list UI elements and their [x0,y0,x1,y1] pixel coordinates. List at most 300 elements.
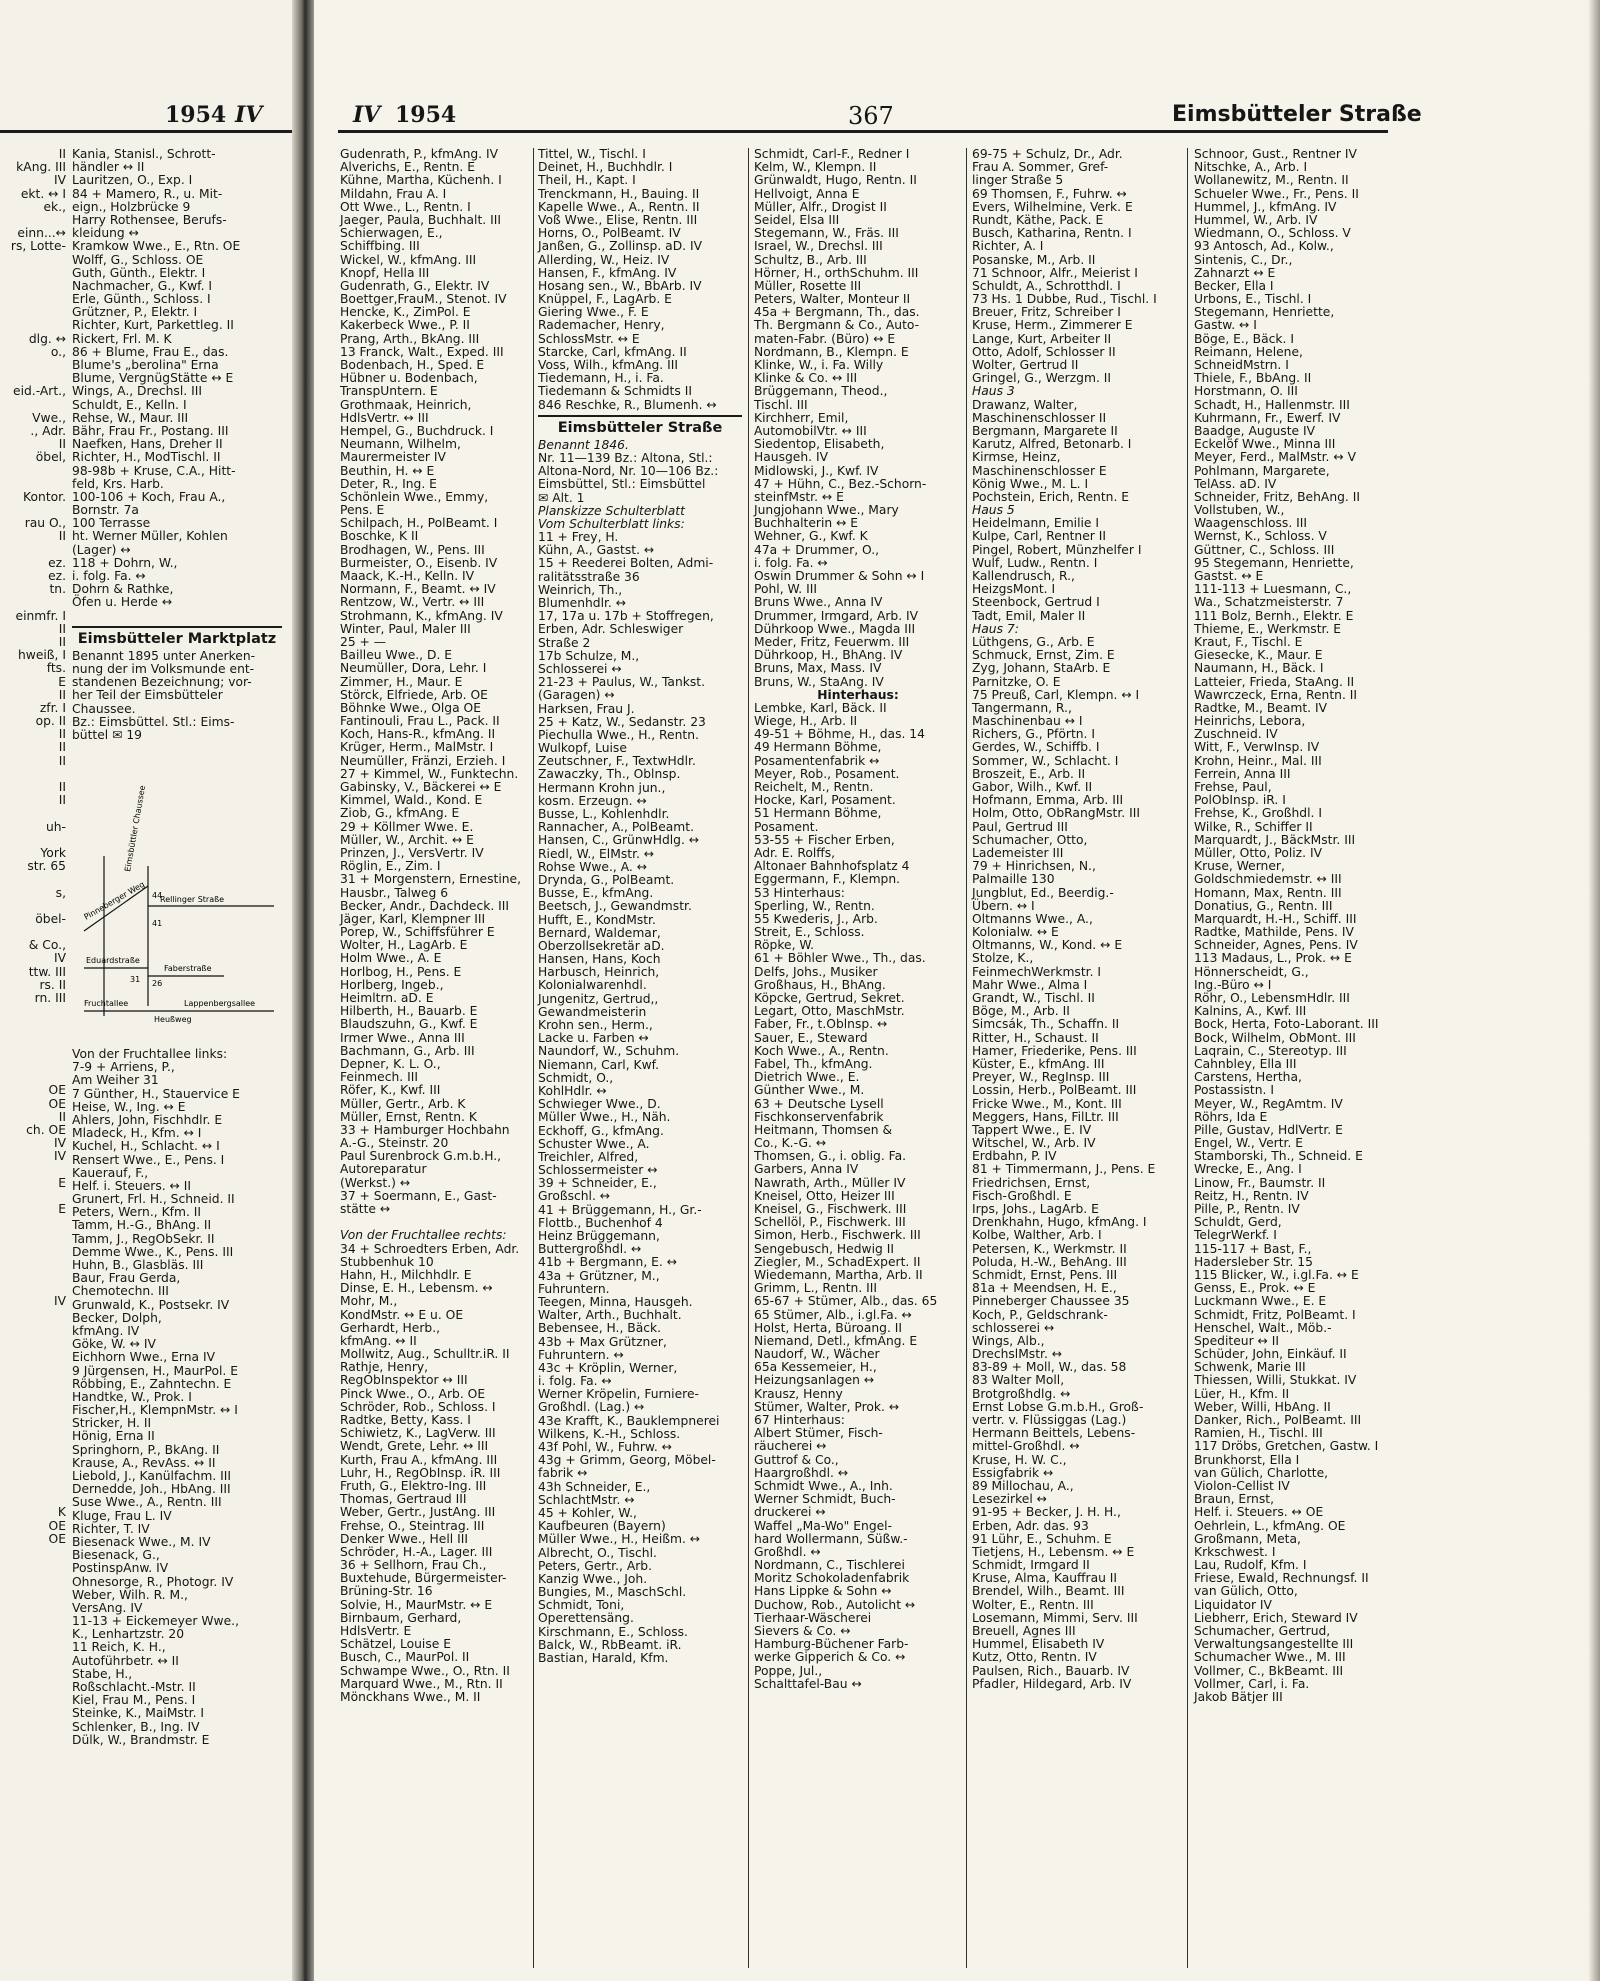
directory-entry-line: Posanske, M., Arb. II [972,252,1096,267]
directory-entry-line: Lüthgens, G., Arb. E [972,634,1095,649]
directory-entry-line: Eckhoff, G., kfmAng. [538,1123,664,1138]
directory-entry-line: Hansen, C., GrünwHdlg. ↔ [538,833,700,848]
directory-entry-line: Legart, Otto, MaschMstr. [754,1004,905,1019]
directory-entry-line: 73 Hs. 1 Dubbe, Rud., Tischl. I [972,292,1157,307]
directory-entry-line: HdlsVertr. E [340,1624,412,1638]
margin-fragment: II [58,147,66,161]
header-rule-left [0,130,292,133]
directory-entry-line: Hönig, Erna II [72,1429,155,1444]
directory-entry-line: Hermann Beittels, Lebens- [972,1426,1136,1441]
directory-entry-line: Günther Wwe., M. [754,1083,865,1098]
directory-entry-line: Hamer, Friederike, Pens. III [972,1043,1137,1058]
directory-entry-line: KohlHdlr. ↔ [538,1083,607,1098]
directory-entry-line: Marquard Wwe., M., Rtn. II [340,1676,503,1691]
directory-entry-line: Harry Rothensee, Berufs- [72,212,227,227]
directory-entry-line: Fruth, G., Elektro-Ing. III [340,1478,487,1493]
directory-entry-line: Richter, T. IV [72,1521,150,1536]
directory-entry-line: Boettger,FrauM., Stenot. IV [340,292,507,307]
directory-entry-line: TranspUntern. E [340,384,438,399]
directory-entry-line: Werner Kröpelin, Furniere- [538,1387,699,1402]
directory-entry-line: 100 Terrasse [72,516,151,531]
directory-entry-line: Schmidt, Carl-F., Redner I [754,147,910,161]
directory-entry-line: Knopf, Hella III [340,265,430,280]
directory-entry-line: Thiessen, Willi, Stukkat. IV [1194,1373,1357,1388]
map-label: Fruchtallee [84,999,129,1008]
directory-entry-line: Suse Wwe., A., Rentn. III [72,1495,222,1510]
directory-entry-line: Hufft, E., KondMstr. [538,912,656,927]
directory-entry-line: Riedl, W., ElMstr. ↔ [538,846,655,861]
directory-entry-line: Kneisel, Otto, Heizer III [754,1188,895,1203]
directory-entry-line: Simcsák, Th., Schaffn. II [972,1017,1120,1032]
directory-entry-line: Schätzel, Louise E [340,1637,451,1652]
directory-entry-line: Naefken, Hans, Dreher II [72,437,223,452]
directory-entry-line: TelegrWerkf. I [1194,1228,1277,1243]
directory-entry-line: Linow, Fr., Baumstr. II [1194,1175,1326,1190]
directory-entry-line: Grimm, L., Rentn. III [754,1281,878,1296]
directory-entry-line: Grothmaak, Heinrich, [340,397,472,412]
directory-entry-line: 86 + Blume, Frau E., das. [72,344,229,359]
directory-entry-line: Siedentop, Elisabeth, [754,437,885,452]
directory-entry-line: Schalttafel-Bau ↔ [754,1676,862,1691]
directory-entry-line: Burmeister, O., Eisenb. IV [340,555,498,570]
directory-entry-line: Kirchherr, Emil, [754,410,849,425]
directory-entry-line: Springhorn, P., BkAng. II [72,1442,220,1457]
directory-entry-line: mittel-Großhdl. ↔ [972,1439,1080,1454]
margin-fragment: II [58,687,66,702]
directory-entry-line: 95 Stegemann, Henriette, [1194,555,1354,570]
directory-entry-line: ht. Werner Müller, Kohlen [72,529,228,544]
margin-fragment [0,478,66,491]
directory-entry-line: Zawaczky, Th., Oblnsp. [538,767,681,782]
directory-entry-line: Bähr, Frau Fr., Postang. III [72,423,229,438]
directory-entry-line: 100-106 + Koch, Frau A., [72,489,226,504]
directory-entry-line: Klinke, W., i. Fa. Willy [754,358,884,372]
directory-entry-line: Treichler, Alfred, [538,1149,639,1164]
directory-entry-line: Peters, Gertr., Arb. [538,1558,653,1573]
directory-entry-line: Schilpach, H., PolBeamt. I [340,516,498,531]
directory-entry-line: Busch, Katharina, Rentn. I [972,226,1132,241]
directory-entry-line: 41b + Bergmann, E. ↔ [538,1255,678,1270]
directory-entry-line: Eggermann, F., Klempn. [754,872,901,887]
directory-entry-line: Kruse, Alma, Kauffrau II [972,1571,1118,1586]
directory-entry-line: feld, Krs. Harb. [72,476,164,491]
directory-entry-line: Busse, L., Kohlenhdlr. [538,807,670,821]
directory-entry-line: Spediteur ↔ II [1194,1333,1280,1348]
directory-entry-line: Küster, E., kfmAng. III [972,1056,1105,1071]
directory-entry-line: Wulkopf, Luise [538,741,627,756]
directory-entry-line: Böge, E., Bäck. I [1194,331,1294,346]
directory-entry-line: Fricke Wwe., M., Kont. III [972,1096,1122,1111]
margin-fragment: ., Adr. [30,423,66,438]
margin-fragment [0,254,66,267]
directory-entry-line: Hausgeh. IV [754,450,829,465]
directory-entry-line: Rentzow, W., Vertr. ↔ III [340,595,485,610]
directory-entry-line: Mohr, M., [340,1294,398,1309]
directory-entry-line: Bodenbach, H., Sped. E [340,358,485,372]
directory-entry-line: Nordmann, C., Tischlerei [754,1558,905,1573]
margin-fragment [0,1427,66,1440]
directory-entry-line: Röglin, E., Zim. I [340,859,441,874]
directory-entry-line: 61 + Böhler Wwe., Th., das. [754,951,926,966]
directory-entry-line: Tamm, J., RegObSekr. II [72,1231,215,1246]
directory-entry-line: Straße 2 [538,635,591,650]
directory-entry-line: Hummel, J., kfmAng. IV [1194,199,1337,214]
directory-entry-line: Stegemann, W., Fräs. III [754,226,899,241]
directory-entry-line: Grünwaldt, Hugo, Rentn. II [754,173,917,188]
directory-entry-line: Liebold, J., Kanülfachm. III [72,1469,232,1483]
directory-entry-line: Schmidt, Fritz, PolBeamt. I [1194,1307,1356,1322]
directory-entry-line: Winter, Paul, Maler III [340,621,471,636]
directory-entry-line: 7 Günther, H., Stauervice E [72,1086,240,1101]
directory-entry-line: Röfer, K., Kwf. III [340,1083,441,1098]
directory-entry-line: Ahlers, John, Fischhdlr. E [72,1112,223,1127]
directory-entry-line: Buttergroßhdl. ↔ [538,1242,642,1257]
directory-entry-line: Kalnins, A., Kwf. III [1194,1004,1307,1019]
directory-entry-line: Hummel, Elisabeth IV [972,1637,1105,1652]
directory-entry-line: 45a + Bergmann, Th., das. [754,305,920,320]
directory-entry-line: Reimann, Helene, [1194,344,1303,359]
directory-entry-line: Bruns, Max, Mass. IV [754,661,882,676]
directory-entry-line: Zahnarzt ↔ E [1194,265,1276,280]
directory-entry-line: Kruse, Werner, [1194,859,1285,874]
directory-column-5 [1194,148,1394,1704]
street-map-sketch [74,784,284,1026]
directory-entry-line: Schröder, Rob., Schloss. I [340,1399,496,1414]
directory-entry-line: Kutz, Otto, Rentn. IV [972,1650,1097,1665]
directory-entry-line: Werner Schmidt, Buch- [754,1492,896,1507]
directory-entry-line: Fantinouli, Frau L., Pack. II [340,714,500,729]
directory-entry-line: Wrecke, E., Ang. I [1194,1162,1302,1177]
directory-entry-line: Busch, C., MaurPol. II [340,1650,470,1665]
directory-entry-line: Pinck Wwe., O., Arb. OE [340,1386,486,1401]
directory-entry-line: FeinmechWerkmstr. I [972,964,1102,979]
directory-entry-line: Schmidt, Toni, [538,1598,625,1613]
directory-entry-line: werke Gipperich & Co. ↔ [754,1650,906,1665]
margin-fragment [0,1388,66,1401]
directory-entry-line: Heizungsanlagen ↔ [754,1373,875,1388]
directory-entry-line: Schneider, Agnes, Pens. IV [1194,938,1358,953]
directory-entry-line: steinfMstr. ↔ E [754,489,844,504]
directory-entry-line: 36 + Sellhorn, Frau Ch., [340,1558,487,1573]
directory-entry-line: Rannacher, A., PolBeamt. [538,820,695,835]
margin-fragment: II [58,780,66,794]
directory-entry-line: Oehrlein, L., kfmAng. OE [1194,1518,1346,1533]
margin-fragment: rn. III [34,991,66,1005]
directory-entry-line: 17b Schulze, M., [538,648,640,663]
margin-fragment [0,1309,66,1322]
margin-fragment [0,1190,66,1203]
margin-fragment [0,1005,66,1018]
directory-entry-line: Tietjens, H., Lebensm. ↔ E [972,1544,1135,1559]
margin-fragment [0,1335,66,1348]
directory-entry-line: HeizgsMont. I [972,582,1056,597]
directory-entry-line: Deter, R., Ing. E [340,476,437,491]
directory-entry-line: Heitmann, Thomsen & [754,1122,893,1137]
directory-entry-line: 7-9 + Arriens, P., [72,1060,175,1075]
directory-entry-line: Horlbog, H., Pens. E [340,964,462,979]
directory-entry-line: Müller Wwe., H., Heißm. ↔ [538,1532,701,1547]
directory-entry-line: Simon, Herb., Fischwerk. III [754,1228,921,1243]
left-page-roman: IV [235,102,263,128]
directory-entry-line: Frehse, O., Steintrag. III [340,1518,485,1533]
directory-entry-line: Petersen, K., Werkmstr. II [972,1241,1127,1256]
directory-entry-line: Streit, E., Schloss. [754,925,865,940]
margin-fragment [0,1493,66,1506]
margin-fragment [0,319,66,332]
directory-entry-line: Großmann, Meta, [1194,1531,1301,1546]
directory-entry-line: Sommer, W., Schlacht. I [972,753,1119,768]
directory-entry-line: Hencke, K., ZimPol. E [340,305,471,320]
directory-entry-line: Cahnbley, Ella III [1194,1056,1297,1071]
directory-entry-line: Prinzen, J., VersVertr. IV [340,845,484,860]
directory-entry-line: Peters, Walter, Monteur II [754,292,911,307]
directory-entry-line: 111 Bolz, Bernh., Elektr. E [1194,608,1354,623]
directory-entry-line: 43f Pohl, W., Fuhrw. ↔ [538,1440,672,1454]
directory-entry-line: Krausz, Henny [754,1386,843,1401]
directory-entry-line: 53 Hinterhaus: [754,885,845,900]
directory-entry-line: Ott Wwe., L., Rentn. I [340,199,471,214]
directory-entry-line: Biesenack Wwe., M. IV [72,1534,211,1549]
margin-fragment [0,465,66,478]
column-divider [966,148,967,1968]
directory-entry-line: Depner, K. L. O., [340,1056,441,1071]
directory-entry-line: Rundt, Käthe, Pack. E [972,212,1104,227]
directory-entry-line: 91-95 + Becker, J. H. H., [972,1505,1121,1520]
directory-entry-line: Lesezirkel ↔ [972,1492,1047,1507]
directory-entry-line: Otto, Adolf, Schlosser II [972,344,1116,359]
directory-entry-line: 21-23 + Paulus, W., Tankst. [538,675,706,690]
map-label: Eimsbüttler Chaussee [123,784,148,873]
margin-fragment [0,1058,66,1071]
directory-entry-line: Fischkonservenfabrik [754,1109,884,1124]
margin-fragment: OE [48,1083,66,1098]
directory-entry-line: Posament. [754,819,819,834]
directory-entry-line: Marquardt, H.-H., Schiff. III [1194,911,1357,926]
directory-entry-line: 43h Schneider, E., [538,1479,651,1494]
margin-fragment [0,1229,66,1242]
directory-entry-line: Schadt, H., Hallenmstr. III [1194,397,1350,412]
directory-entry-line: Kulpe, Carl, Rentner II [972,529,1107,544]
directory-entry-line: Maschinenbau ↔ I [972,714,1083,729]
directory-entry-line: van Gülich, Otto, [1194,1584,1298,1599]
margin-fragment: IV [53,1149,66,1164]
directory-entry-line: Hempel, G., Buchdruck. I [340,423,494,438]
directory-entry-line: Friese, Ewald, Rechnungsf. II [1194,1571,1369,1586]
directory-entry-line: Maack, K.-H., Kelln. IV [340,569,475,583]
directory-entry-line: Großhdl. (Lag.) ↔ [538,1400,645,1415]
directory-entry-line: Zuschneid. IV [1194,727,1278,742]
directory-entry-line: Pohlmann, Margarete, [1194,463,1330,478]
directory-entry-line: Meyer, W., RegAmtm. IV [1194,1096,1343,1111]
directory-entry-line: Schuster Wwe., A. [538,1136,650,1151]
margin-fragment: o., [50,344,66,359]
directory-entry-line: 55 Kwederis, J., Arb. [754,911,878,926]
directory-entry-line: Violon-Cellist IV [1194,1478,1290,1493]
directory-entry-line: KondMstr. ↔ E u. OE [340,1307,464,1322]
directory-entry-line: Starcke, Carl, kfmAng. II [538,344,687,359]
directory-entry-line: Schuldt, E., Kelln. I [72,397,187,412]
map-label: Pinneberger Weg [82,879,147,922]
directory-entry-line: Garbers, Anna IV [754,1162,859,1177]
directory-entry-line: Weber, Gertr., JustAng. III [340,1505,496,1520]
margin-fragment: IV [53,173,66,188]
directory-entry-line: Heinz Brüggemann, [538,1229,660,1243]
directory-entry-line: Mönckhans Wwe., M. II [340,1689,481,1704]
directory-entry-line: Schönlein Wwe., Emmy, [340,489,489,504]
directory-entry-line: Koch Wwe., A., Rentn. [754,1043,889,1058]
margin-fragment: ez. [48,569,66,583]
directory-entry-line: Tadt, Emil, Maler II [972,608,1086,623]
margin-fragment: öbel, [35,450,66,465]
directory-entry-line: Witschel, W., Arb. IV [972,1136,1096,1151]
margin-fragment: IV [53,951,66,966]
margin-fragment: uh- [45,819,66,834]
directory-entry-line: Laqrain, C., Stereotyp. III [1194,1043,1347,1058]
directory-entry-line: Postassistn. I [1194,1083,1274,1098]
margin-fragment: II [58,740,66,755]
directory-entry-line: Wiedmann, O., Schloss. V [1194,226,1351,241]
directory-entry-line: Latteier, Frieda, StaAng. II [1194,674,1355,689]
margin-fragment [0,359,66,372]
directory-entry-line: Breuell, Agnes III [972,1624,1076,1638]
directory-entry-line: 111-113 + Luesmann, C., [1194,582,1352,597]
directory-entry-line: Niemand, Detl., kfmAng. E [754,1333,918,1348]
directory-entry-line: Zeutschner, F., TextwHdlr. [538,754,696,769]
page-edge [1588,0,1600,1981]
margin-fragment: OE [48,1518,66,1533]
directory-entry-line: Thieme, E., Werkmstr. E [1194,621,1342,636]
directory-entry-line: Krkschwest. I [1194,1544,1276,1559]
directory-entry-line: Nordmann, B., Klempn. E [754,344,909,359]
directory-entry-line: 25 + Katz, W., Sedanstr. 23 [538,714,706,729]
directory-entry-line: Boschke, K II [340,529,419,544]
directory-entry-line: Kühne, Martha, Küchenh. I [340,173,502,188]
column-divider [533,148,534,1968]
directory-entry-line: Röhr, O., LebensmHdlr. III [1194,991,1350,1005]
directory-entry-line: Dinse, E. H., Lebensm. ↔ [340,1281,493,1296]
directory-entry-line: Tittel, W., Tischl. I [538,147,646,161]
directory-entry-line: Balck, W., RbBeamt. iR. [538,1637,682,1652]
directory-entry-line: Fabel, Th., kfmAng. [754,1056,873,1071]
directory-entry-line: Zyg, Johann, StaArb. E [972,661,1111,676]
directory-entry-line: Blume's „berolina" Erna [72,358,219,372]
directory-entry-line: Waffel „Ma-Wo" Engel- [754,1518,893,1533]
directory-entry-line: Wiedemann, Martha, Arb. II [754,1267,923,1282]
directory-entry-line: Bruns Wwe., Anna IV [754,595,883,610]
directory-entry-line: 17, 17a u. 17b + Stoffregen, [538,609,714,624]
directory-entry-line: 25 + — [340,634,387,649]
directory-entry-line: Kurth, Frau A., kfmAng. III [340,1452,498,1467]
directory-entry-line: Flottb., Buchenhof 4 [538,1215,663,1230]
margin-fragment: rau O., [24,516,66,531]
directory-entry-line: Becker, Dolph, [72,1310,162,1325]
directory-entry-line: Ritter, H., Schaust. II [972,1030,1099,1045]
directory-entry-line: Krohn, Heinr., Mal. III [1194,753,1322,768]
directory-entry-line: Birnbaum, Gerhard, [340,1610,462,1625]
margin-fragment [0,1032,66,1045]
directory-entry-line: Frehse, Paul, [1194,780,1272,794]
directory-entry-line: Meyer, Ferd., MalMstr. ↔ V [1194,450,1356,465]
directory-entry-line: Haargroßhdl. ↔ [754,1465,849,1480]
directory-entry-line: Wawrczeck, Erna, Rentn. II [1194,687,1358,702]
directory-entry-line: Müller, W., Archit. ↔ E [340,832,474,847]
directory-entry-line: 43b + Max Grützner, [538,1334,667,1349]
directory-entry-line: Kruse, Herm., Zimmerer E [972,318,1133,333]
directory-entry-line: Wiege, H., Arb. II [754,714,858,729]
margin-fragment: ek., [43,199,66,214]
margin-fragment: E [58,1175,66,1190]
directory-entry-line: Trenckmann, H., Bauing. II [538,186,700,201]
directory-entry-line: Kneisel, G., Fischwerk. III [754,1202,907,1216]
directory-entry-line: i. folg. Fa. ↔ [538,1374,612,1389]
section-heading-street: Eimsbütteler Straße [538,415,742,439]
directory-entry-line: Lembke, Karl, Bäck. II [754,700,887,715]
directory-entry-line: kfmAng. ↔ II [340,1333,417,1348]
directory-entry-line: Schröder, H.-A., Lager. III [340,1544,493,1559]
directory-entry-line: Ziegler, M., SchadExpert. II [754,1254,921,1269]
directory-entry-line: Autoführbetr. ↔ II [72,1653,179,1668]
directory-entry-line: Knüppel, F., LagArb. E [538,292,672,307]
directory-entry-line: Holst, Herta, Büroang. II [754,1320,903,1335]
directory-entry-line: Stegemann, Henriette, [1194,305,1335,320]
directory-entry-line: Donatius, G., Rentn. III [1194,898,1333,913]
map-label: 31 [130,975,141,984]
directory-entry-line: Pille, Gustav, HdlVertr. E [1194,1122,1343,1137]
directory-entry-line: Demme Wwe., K., Pens. III [72,1244,234,1259]
directory-entry-line: Bock, Herta, Foto-Laborant. III [1194,1017,1379,1032]
column-divider [748,148,749,1968]
section-description-line: nung der im Volksmunde ent- [72,661,255,676]
directory-entry-line: Fuhruntern. ↔ [538,1347,624,1362]
directory-entry-line: Koch, Hans-R., kfmAng. II [340,727,496,742]
margin-fragment [0,1216,66,1229]
directory-entry-line: (Werkst.) ↔ [340,1175,411,1190]
directory-entry-line: Schüder, John, Einkäuf. II [1194,1347,1347,1362]
directory-entry-line: kleidung ↔ [72,226,139,241]
directory-entry-line: 63 + Deutsche Lysell [754,1096,884,1111]
directory-entry-line: Müller, Alfr., Drogist II [754,199,887,214]
section-heading-marktplatz: Eimsbütteler Marktplatz [72,626,282,650]
margin-fragment: op. II [35,714,66,729]
directory-entry-line: Beetsch, J., Gewandmstr. [538,899,692,914]
directory-entry-line: Henschel, Walt., Möb.- [1194,1320,1332,1335]
directory-entry-line: 49 Hermann Böhme, [754,740,882,755]
directory-entry-line: Albrecht, O., Tischl. [538,1545,657,1560]
section-description-line: standenen Bezeichnung; vor- [72,675,252,690]
directory-entry-line: Stümer, Walter, Prok. ↔ [754,1399,900,1414]
directory-entry-line: 75 Preuß, Carl, Klempn. ↔ I [972,687,1140,702]
directory-entry-line: Hübner u. Bodenbach, [340,371,478,386]
directory-entry-line: Bastian, Harald, Kfm. [538,1651,669,1665]
directory-entry-line: Bungies, M., MaschSchl. [538,1585,687,1600]
directory-entry-line: Witt, F., VerwInsp. IV [1194,740,1320,755]
directory-entry-line: Nitschke, A., Arb. I [1194,160,1308,175]
directory-entry-line: Genss, E., Prok. ↔ E [1194,1281,1316,1296]
directory-entry-line: Blumenhdlr. ↔ [538,596,627,610]
directory-entry-line: Schmuck, Ernst, Zim. E [972,648,1115,663]
directory-entry-line: Jungjohann Wwe., Mary [754,503,899,518]
directory-entry-line: Marquardt, J., BäckMstr. III [1194,832,1356,847]
directory-entry-line: Strohmann, K., kfmAng. IV [340,608,503,623]
directory-entry-line: Schuldt, A., Schrotthdl. I [972,278,1121,293]
directory-entry-line: Wings, A., Drechsl. III [72,384,202,399]
directory-entry-line: Planskizze Schulterblatt [538,503,685,518]
margin-fragment [0,768,66,781]
directory-entry-line: Gabor, Wilh., Kwf. II [972,780,1093,794]
margin-fragment [0,596,66,609]
margin-fragment [0,544,66,557]
directory-entry-line: Ohnesorge, R., Photogr. IV [72,1574,234,1589]
